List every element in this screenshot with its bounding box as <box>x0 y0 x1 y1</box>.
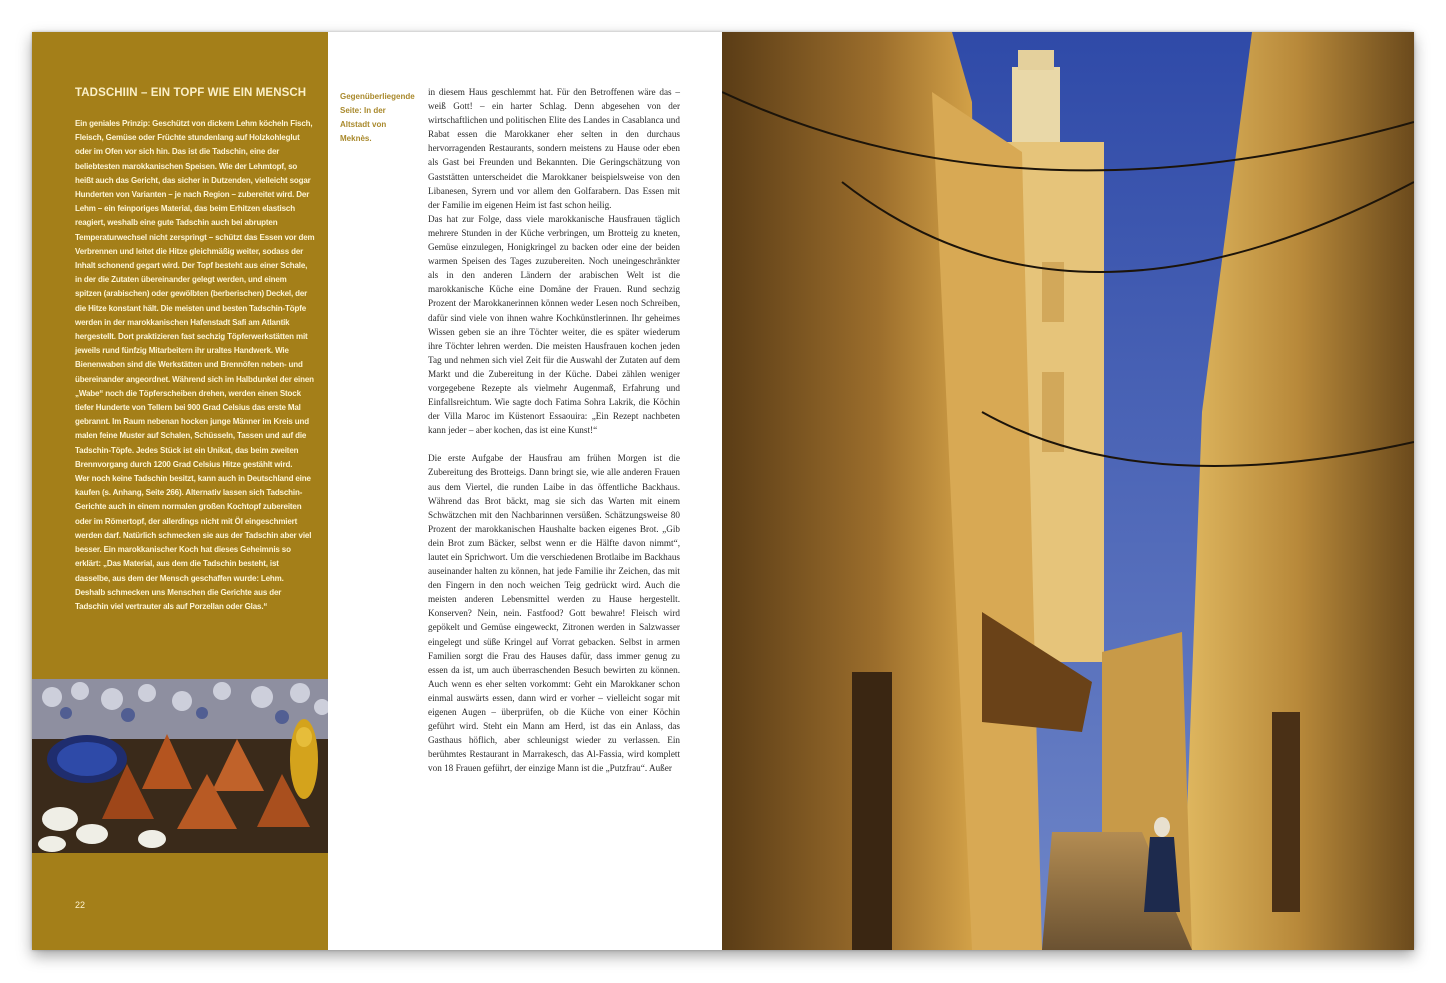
meknes-alley-photo <box>722 32 1414 950</box>
body-text <box>428 85 680 776</box>
sidebar-text <box>75 117 315 614</box>
book-spread <box>32 32 1414 950</box>
sidebar-paragraph: Wer noch keine Tadschin besitzt, kann auch in Deutschland eine kaufen (s. Anhang, Seite 266). Alternativ lassen sich Tadschin-Gerichte auch in einem normalen großen Kochtopf zubereiten oder im Römertopf, der allerdings nicht mit Öl eingeschmiert werden darf. Natürlich schmecken sie aus der Tadschin aber viel besser. Ein marokkanischer Koch hat dieses Geheimnis so erklärt: „Das Material, aus dem die Tadschin besteht, ist dasselbe, aus dem der Mensch geschaffen wurde: Lehm. Deshalb schmecken uns Menschen die Gerichte aus der Tadschin viel vertrauter als auf Porzellan oder Glas.“ <box>75 474 312 611</box>
sidebar-title: TADSCHIIN – EIN TOPF WIE EIN MENSCH <box>75 87 307 99</box>
tagine-pots-photo <box>32 679 328 853</box>
body-paragraph: Das hat zur Folge, dass viele marokkanische Hausfrauen täglich mehrere Stunden in der Küche verbringen, um Brotteig zu kneten, Gemüse einzulegen, Honigkringel zu backen oder eine der beiden warmen Speisen des Tages zuzubereiten. Noch uneingeschränkter als in den anderen Ländern der arabischen Welt ist die marokkanische Küche eine Domäne der Frauen. Rund sechzig Prozent der Marokkanerinnen können weder Lesen noch Schreiben, dafür sind viele von ihnen wahre Kochkünstlerinnen. Ihr geheimes Wissen geben sie an ihre Töchter weiter, die es später wiederum ihre Töchter lehren werden. Die meisten Hausfrauen kochen jeden Tag und nehmen sich viel Zeit für die Auswahl der Zutaten auf dem Markt und die Zubereitung in der Küche. Dabei zählen weniger vorgegebene Rezepte als vielmehr Augenmaß, Erfahrung und Einfallsreichtum. Wie sagte doch Fatima Sohra Lakrik, die Köchin der Villa Maroc im Küstenort Essaouira: „Ein Rezept nachbeten kann jeder – aber kochen, das ist eine Kunst!“ <box>428 213 680 436</box>
page-number: 22 <box>75 900 86 910</box>
sidebar-paragraph: Ein geniales Prinzip: Geschützt von dickem Lehm köcheln Fisch, Fleisch, Gemüse oder Früchte stundenlang auf Holzkohleglut oder im Ofen vor sich hin. Das ist die Tadschin, eine der beliebtesten marokkanischen Speisen. Wie der Lehmtopf, so heißt auch das Gericht, das sicher in Dutzenden, vielleicht sogar Hunderten von Varianten – je nach Region – zubereitet wird. Der Lehm – ein feinporiges Material, das beim Erhitzen elastisch reagiert, weshalb eine gute Tadschin auch bei abrupten Temperaturwechsel nicht zerspringt – schützt das Essen vor dem Verbrennen und leitet die Hitze gleichmäßig weiter, sodass der Inhalt schonend gegart wird. Der Topf besteht aus einer Schale, in der die Zutaten übereinander gelegt werden, und einem spitzen (arabischen) oder gewölbten (berberischen) Deckel, der die Hitze konstant hält. Die meisten und besten Tadschin-Töpfe werden in der marokkanischen Hafenstadt Safi am Atlantik hergestellt. Dort praktizieren fast sechzig Töpferwerkstätten mit jeweils rund fünfzig Mitarbeitern ihr uraltes Handwerk. Wie Bienenwaben sind die Werkstätten und Brennöfen neben- und übereinander angeordnet. Während sich im Halbdunkel der einen „Wabe“ noch die Töpferscheiben drehen, werden einen Stock tiefer Hunderte von Tellern bei 900 Grad Celsius das erste Mal gebrannt. Im Raum nebenan hocken junge Männer im Kreis und malen feine Muster auf Schalen, Schüsseln, Tassen und auf die Tadschin-Töpfe. Jedes Stück ist ein Unikat, das beim zweiten Brennvorgang durch 1200 Grad Celsius Hitze gestählt wird. <box>75 119 315 469</box>
body-paragraph: in diesem Haus geschlemmt hat. Für den Betroffenen wäre das – weiß Gott! – ein harter Schlag. Denn abgesehen von der wirtschaftlichen und politischen Elite des Landes in Casablanca und Rabat essen die Marokkaner eher selten in den durchaus hervorragenden Restaurants, sondern meistens zu Hause oder eben als Gast bei Freunden und Bekannten. Die Geringschätzung von Gaststätten unterscheidet die Marokkaner beispielsweise von den Libanesen, Syrern und vor allem den Golfarabern. Das Essen mit der Familie im eigenen Heim ist fast schon heilig. <box>428 87 680 210</box>
body-paragraph: Die erste Aufgabe der Hausfrau am frühen Morgen ist die Zubereitung des Brotteigs. Dann bringt sie, wie alle anderen Frauen aus dem Viertel, die runden Laibe in das öffentliche Backhaus. Während das Brot bäckt, mag sie sich das Warten mit einem Schwätzchen mit den Nachbarinnen versüßen. Schätzungsweise 80 Prozent der marokkanischen Haushalte backen eigenes Brot. „Gib dein Brot zum Bäcker, selbst wenn er die Hälfte davon nimmt“, lautet ein Sprichwort. Um die verschiedenen Brotlaibe im Backhaus auseinander halten zu können, hat jede Familie ihr Zeichen, das mit den Fingern in den noch weichen Teig gedrückt wird. Auch die meisten anderen Lebensmittel werden zu Hause hergestellt. Konserven? Nein, nein. Fastfood? Gott bewahre! Fleisch wird gepökelt und Gemüse eingeweckt, Zitronen werden in Salzwasser eingelegt und süße Kringel auf Vorrat gebacken. Selbst in armen Familien sorgt die Frau des Hauses dafür, dass immer genug zu essen da ist, um auch überraschenden Besuch bewirten zu können. Auch wenn es eher selten vorkommt: Geht ein Marokkaner schon einmal auswärts essen, dann wird er vorher – vielleicht sogar mit eigenen Augen – überprüfen, ob die Küche von einer Köchin geführt wird. Steht ein Mann am Herd, ist das ein Anlass, das Gasthaus höflich, aber schleunigst wieder zu verlassen. Ein berühmtes Restaurant in Marrakesch, das Al-Fassia, wird komplett von 18 Frauen geführt, der einzige Mann ist die „Putzfrau“. Außer <box>428 453 680 774</box>
photo-caption: Gegenüberliegende Seite: In der Altstadt von Meknès. <box>340 92 415 143</box>
sidebar-box <box>32 32 328 950</box>
